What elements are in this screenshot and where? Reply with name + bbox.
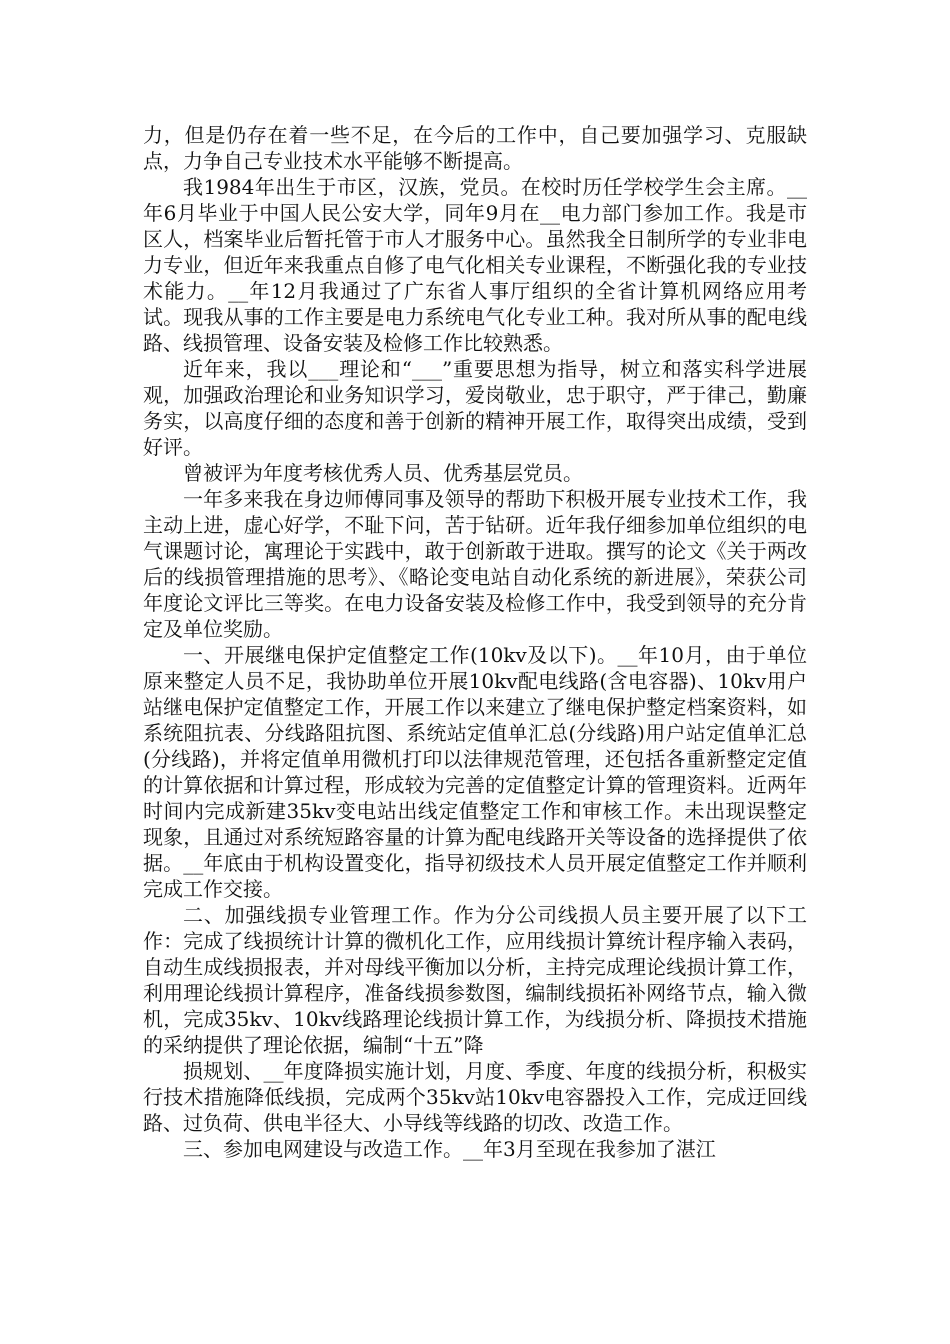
document-body	[143, 122, 807, 1162]
paragraph-line-loss-management: 二、加强线损专业管理工作。作为分公司线损人员主要开展了以下工作：完成了线损统计计算的微机化工作，应用线损计算统计程序输入表码，自动生成线损报表，并对母线平衡加以分析，主持完成理论线损计算工作，利用理论线损计算程序，准备线损参数图，编制线损拓补网络节点，输入微机，完成35kv、10kv线路理论线损计算工作，为线损分析、降损技术措施的采纳提供了理论依据，编制“十五”降	[143, 903, 807, 1057]
paragraph-honors: 曾被评为年度考核优秀人员、优秀基层党员。	[183, 461, 583, 485]
paragraph-political-attitude: 近年来，我以___理论和“___”重要思想为指导，树立和落实科学进展观，加强政治理论和业务知识学习，爱岗敬业，忠于职守，严于律己，勤廉务实，以高度仔细的态度和善于创新的精神开展工作，取得突出成绩，受到好评。	[143, 357, 807, 459]
paragraph-continuation: 力，但是仍存在着一些不足，在今后的工作中，自己要加强学习、克服缺点，力争自己专业技术水平能够不断提高。	[143, 123, 807, 173]
paragraph-relay-protection: 一、开展继电保护定值整定工作(10kv及以下)。__年10月，由于单位原来整定人员不足，我协助单位开展10kv配电线路(含电容器)、10kv用户站继电保护定值整定工作，开展工作以来建立了继电保护整定档案资料，如系统阻抗表、分线路阻抗图、系统站定值单汇总(分线路)用户站定值单汇总(分线路)，并将定值单用微机打印以法律规范管理，还包括各重新整定定值的计算依据和计算过程，形成较为完善的定值整定计算的管理资料。近两年时间内完成新建35kv变电站出线定值整定工作和审核工作。未出现误整定现象，且通过对系统短路容量的计算为配电线路开关等设备的选择提供了依据。__年底由于机构设置变化，指导初级技术人员开展定值整定工作并顺利完成工作交接。	[143, 643, 807, 901]
paragraph-grid-construction: 三、参加电网建设与改造工作。__年3月至现在我参加了湛江	[183, 1137, 716, 1161]
paragraph-personal-background: 我1984年出生于市区，汉族，党员。在校时历任学校学生会主席。__年6月毕业于中国人民公安大学，同年9月在__电力部门参加工作。我是市区人，档案毕业后暂托管于市人才服务中心。虽然我全日制所学的专业非电力专业，但近年来我重点自修了电气化相关专业课程，不断强化我的专业技术能力。__年12月我通过了广东省人事厅组织的全省计算机网络应用考试。现我从事的工作主要是电力系统电气化专业工种。我对所从事的配电线路、线损管理、设备安装及检修工作比较熟悉。	[143, 175, 807, 355]
paragraph-loss-reduction-plan: 损规划、__年度降损实施计划，月度、季度、年度的线损分析，积极实行技术措施降低线损，完成两个35kv站10kv电容器投入工作，完成迂回线路、过负荷、供电半径大、小导线等线路的切改、改造工作。	[143, 1059, 807, 1135]
paragraph-technical-work: 一年多来我在身边师傅同事及领导的帮助下积极开展专业技术工作，我主动上进，虚心好学，不耻下问，苦于钻研。近年我仔细参加单位组织的电气课题讨论，寓理论于实践中，敢于创新敢于进取。撰写的论文《关于两改后的线损管理措施的思考》、《略论变电站自动化系统的新进展》，荣获公司年度论文评比三等奖。在电力设备安装及检修工作中，我受到领导的充分肯定及单位奖励。	[143, 487, 807, 641]
